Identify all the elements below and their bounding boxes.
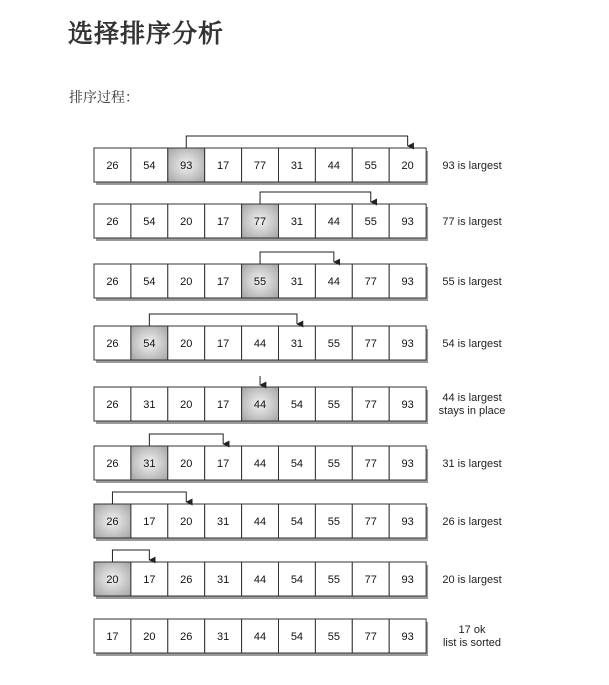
cell-value: 77: [364, 338, 377, 350]
cell-value: 54: [290, 516, 304, 528]
cell-value: 17: [106, 631, 119, 643]
cell-value: 77: [364, 516, 377, 528]
swap-arrow: [260, 192, 371, 204]
cell-value: 31: [217, 631, 230, 643]
pass-note: 31 is largest: [442, 458, 502, 470]
cell-value: 55: [327, 516, 340, 528]
cell-value: 55: [253, 276, 267, 288]
cell-value: 26: [180, 574, 193, 586]
cell-value: 44: [327, 216, 340, 228]
pass-note: 54 is largest: [442, 338, 502, 350]
cell-value: 44: [327, 276, 340, 288]
sort-pass-row: [94, 550, 502, 599]
cell-value: 54: [290, 574, 304, 586]
cell-value: 93: [401, 516, 414, 528]
swap-arrow: [186, 136, 407, 148]
cell-value: 20: [180, 338, 193, 350]
pass-note: 77 is largest: [442, 216, 502, 228]
cell-value: 93: [401, 216, 414, 228]
sort-pass-row: [94, 376, 505, 424]
sort-pass-row: [94, 434, 502, 483]
cell-value: 55: [327, 631, 340, 643]
swap-arrow: [149, 434, 223, 446]
sort-pass-row: [94, 619, 501, 656]
cell-value: 55: [327, 574, 340, 586]
cell-value: 20: [401, 160, 414, 172]
cell-value: 55: [327, 458, 340, 470]
cell-value: 26: [106, 216, 119, 228]
cell-value: 31: [143, 399, 156, 411]
cell-value: 31: [143, 458, 156, 470]
cell-value: 26: [106, 458, 119, 470]
cell-value: 77: [364, 631, 377, 643]
cell-value: 93: [401, 458, 414, 470]
cell-value: 77: [364, 399, 377, 411]
cell-value: 93: [180, 160, 193, 172]
cell-value: 17: [143, 574, 156, 586]
cell-value: 55: [327, 399, 340, 411]
section-label: 排序过程：: [69, 90, 139, 106]
cell-value: 93: [401, 631, 414, 643]
cell-value: 26: [106, 338, 119, 350]
swap-arrow: [149, 314, 297, 326]
cell-value: 20: [180, 216, 193, 228]
cell-value: 17: [217, 216, 230, 228]
cell-value: 77: [364, 276, 377, 288]
cell-value: 77: [364, 574, 377, 586]
swap-arrow: [112, 492, 186, 504]
cell-value: 44: [253, 399, 267, 411]
cell-value: 44: [253, 516, 267, 528]
pass-note: 17 ok: [458, 624, 486, 636]
cell-value: 31: [290, 160, 304, 172]
cell-value: 17: [217, 399, 230, 411]
cell-value: 93: [401, 399, 414, 411]
cell-value: 26: [106, 160, 119, 172]
pass-note: 93 is largest: [442, 160, 502, 172]
cell-value: 17: [217, 338, 230, 350]
cell-value: 31: [217, 574, 230, 586]
cell-value: 77: [253, 160, 267, 172]
cell-value: 20: [143, 631, 156, 643]
cell-value: 93: [401, 574, 414, 586]
cell-value: 44: [253, 458, 267, 470]
pass-note: 55 is largest: [442, 276, 502, 288]
cell-value: 26: [106, 399, 119, 411]
cell-value: 17: [217, 160, 230, 172]
cell-value: 54: [143, 276, 156, 288]
cell-value: 20: [180, 516, 193, 528]
cell-value: 44: [253, 574, 267, 586]
cell-value: 44: [327, 160, 340, 172]
cell-value: 44: [253, 631, 267, 643]
sort-pass-row: [94, 136, 502, 185]
cell-value: 31: [217, 516, 230, 528]
cell-value: 55: [364, 160, 377, 172]
cell-value: 54: [143, 216, 156, 228]
cell-value: 17: [143, 516, 156, 528]
cell-value: 44: [253, 338, 267, 350]
swap-arrow: [112, 550, 149, 562]
pass-note: stays in place: [438, 405, 506, 417]
cell-value: 54: [290, 458, 304, 470]
swap-arrow: [260, 252, 334, 264]
cell-value: 20: [180, 458, 193, 470]
cell-value: 20: [106, 574, 119, 586]
cell-value: 54: [143, 160, 156, 172]
cell-value: 54: [290, 399, 304, 411]
cell-value: 54: [143, 338, 156, 350]
cell-value: 54: [290, 631, 304, 643]
sort-pass-row: [94, 492, 502, 541]
cell-value: 17: [217, 458, 230, 470]
cell-value: 31: [290, 216, 304, 228]
cell-value: 31: [290, 338, 304, 350]
cell-value: 77: [253, 216, 267, 228]
cell-value: 17: [217, 276, 230, 288]
cell-value: 93: [401, 338, 414, 350]
cell-value: 31: [290, 276, 304, 288]
sort-pass-row: [94, 252, 502, 301]
pass-note: 26 is largest: [442, 516, 502, 528]
pass-note: list is sorted: [442, 637, 502, 649]
pass-note: 20 is largest: [442, 574, 502, 586]
cell-value: 20: [180, 276, 193, 288]
cell-value: 93: [401, 276, 414, 288]
cell-value: 77: [364, 458, 377, 470]
cell-value: 26: [180, 631, 193, 643]
cell-value: 20: [180, 399, 193, 411]
sort-pass-row: [94, 192, 502, 241]
page-title: 选择排序分析: [68, 19, 225, 48]
sort-pass-row: [94, 314, 502, 363]
pass-note: 44 is largest: [442, 392, 502, 404]
cell-value: 26: [106, 516, 119, 528]
cell-value: 55: [327, 338, 340, 350]
cell-value: 55: [364, 216, 377, 228]
cell-value: 26: [106, 276, 119, 288]
